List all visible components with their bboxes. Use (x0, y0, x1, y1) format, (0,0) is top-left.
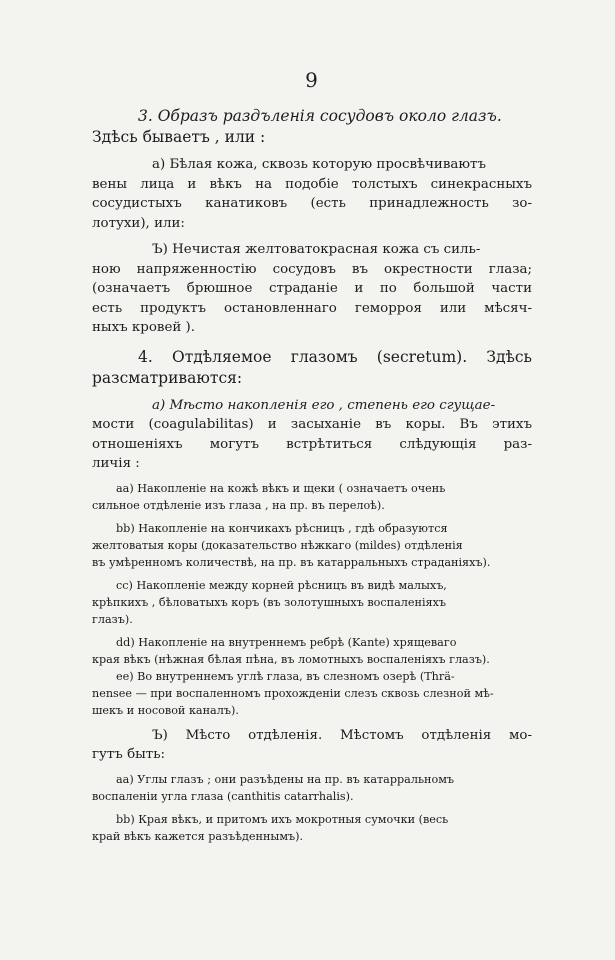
section-4-heading-line: разсматриваются: (92, 368, 243, 387)
text-line: (означаетъ брюшное страданіе и по большой части (92, 281, 532, 296)
section-4-item-ee (92, 668, 532, 719)
text-line: шекъ и носовой каналъ). (92, 703, 239, 717)
text-line: Ъ) Мѣсто отдѣленія. Мѣстомъ отдѣленія мо- (152, 727, 532, 743)
text-column (92, 68, 532, 845)
text-line: край вѣкъ кажется разъѣденнымъ). (92, 829, 304, 843)
text-line: ною напряженностію сосудовъ въ окрестности глаза; (92, 261, 532, 277)
text-line: въ умѣренномъ количествѣ, на пр. въ катарральныхъ страданіяхъ). (92, 555, 491, 569)
text-line: глазъ). (92, 612, 133, 626)
text-line: есть продуктъ остановленнаго геморроя или мѣсяч- (92, 300, 532, 316)
text-line: сосудистыхъ канатиковъ (есть принадлежность зо- (92, 196, 532, 211)
section-4-item-dd (92, 634, 532, 668)
section-4-item-aa (92, 480, 532, 514)
text-line: желтоватыя коры (доказательство нѣжкаго (mildes) отдѣленія (92, 538, 463, 552)
section-4-item-b (92, 726, 532, 765)
text-line: bb) Накопленіе на кончикахъ рѣсницъ , гдѣ образуются (116, 521, 448, 535)
text-line: а) Мѣсто накопленія его , степень его сгущае- (152, 397, 496, 413)
section-4-item-a (92, 396, 532, 474)
text-line: сильное отдѣленіе изъ глаза , на пр. въ перелоѣ). (92, 498, 385, 512)
page-number: 9 (305, 68, 319, 92)
text-line: отношеніяхъ могутъ встрѣтиться слѣдующія раз- (92, 436, 532, 452)
section-4-item-b-aa (92, 771, 532, 805)
section-4-item-cc (92, 577, 532, 628)
text-line: dd) Накопленіе на внутреннемъ ребрѣ (Kante) хрящеваго (116, 635, 457, 649)
text-line: крѣпкихъ , бѣловатыхъ коръ (въ золотушныхъ воспаленіяхъ (92, 595, 447, 609)
text-line: ныхъ кровей ). (92, 320, 196, 335)
text-line: аа) Накопленіе на кожѣ вѣкъ и щеки ( означаетъ очень (116, 481, 446, 495)
section-4-heading-line: 4. Отдѣляемое глазомъ (secretum). Здѣсь (138, 347, 532, 366)
text-line: мости (coagulabilitas) и засыханіе въ коры. Въ этихъ (92, 417, 532, 432)
text-line: nensee — при воспаленномъ прохожденіи слезъ сквозь слезной мѣ- (92, 686, 494, 700)
section-4-item-b-bb (92, 811, 532, 845)
section-3-heading (92, 106, 532, 148)
text-line: а) Бѣлая кожа, сквозь которую просвѣчиваютъ (152, 157, 486, 172)
text-line: ее) Во внутреннемъ углѣ глаза, въ слезномъ озерѣ (Thrä- (116, 669, 455, 683)
text-line: гутъ быть: (92, 747, 166, 762)
text-line: вены лица и вѣкъ на подобіе толстыхъ синекрасныхъ (92, 176, 532, 192)
section-3-heading-line: 3. Образъ раздъленія сосудовъ около глазъ. (138, 107, 502, 125)
text-line: лотухи), или: (92, 215, 185, 231)
text-line: аа) Углы глазъ ; они разъѣдены на пр. въ катарральномъ (116, 772, 455, 786)
text-line: личія : (92, 456, 140, 471)
section-4-heading (92, 347, 532, 389)
text-line: края вѣкъ (нѣжная бѣлая пѣна, въ ломотныхъ воспаленіяхъ глазъ). (92, 652, 490, 666)
text-line: воспаленіи угла глаза (canthitis catarrhalis). (92, 789, 354, 803)
text-line: Ъ) Нечистая желтоватокрасная кожа съ силь- (152, 242, 481, 257)
section-4-item-bb (92, 520, 532, 571)
section-3-item-b (92, 240, 532, 338)
text-line: bb) Края вѣкъ, и притомъ ихъ мокротныя сумочки (весь (116, 812, 449, 826)
section-3-item-a (92, 155, 532, 233)
section-3-heading-line: Здѣсь бываетъ , или : (92, 128, 266, 146)
text-line: cc) Накопленіе между корней рѣсницъ въ видѣ малыхъ, (116, 578, 447, 592)
